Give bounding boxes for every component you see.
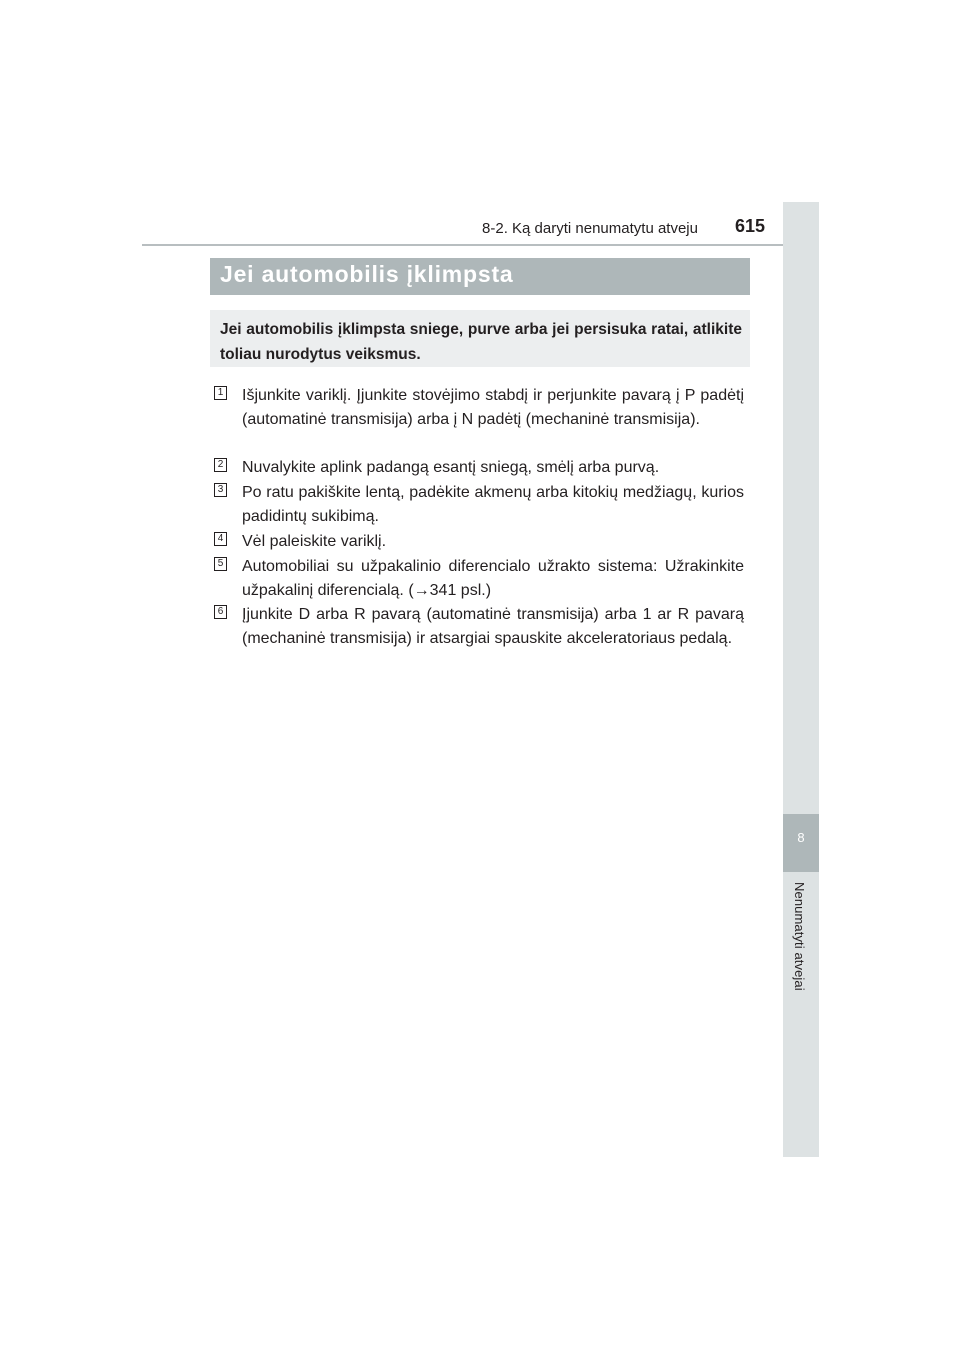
side-tab: [783, 202, 819, 1157]
step-number: 1: [214, 386, 227, 400]
section-title: 8-2. Ką daryti nenumatytu atveju: [482, 220, 698, 237]
step-number: 6: [214, 605, 227, 619]
step-text: Po ratu pakiškite lentą, padėkite akmenų arba kitokių medžiagų, kurios padidintų sukibimą.: [242, 484, 744, 525]
section-heading-bar: [210, 258, 750, 295]
intro-text: Jei automobilis įklimpsta sniege, purve arba jei persisuka ratai, atlikite toliau nurodytus veiksmus.: [220, 321, 742, 363]
intro-box: [210, 310, 750, 367]
step-text: Automobiliai su užpakalinio diferencialo užrakto sistema: Užrakinkite užpakalinį diferencialą. (→341 psl.): [242, 558, 744, 599]
step-text: Vėl paleiskite variklį.: [242, 533, 387, 550]
chapter-number-tab[interactable]: 8: [783, 814, 819, 872]
step-number: 4: [214, 532, 227, 546]
step-text: Išjunkite variklį. Įjunkite stovėjimo stabdį ir perjunkite pavarą į P padėtį (automatinė transmisija) arba į N padėtį (mechaninė transmisija).: [242, 387, 744, 428]
page-number: 615: [735, 216, 766, 236]
step-text: Įjunkite D arba R pavarą (automatinė transmisija) arba 1 ar R pavarą (mechaninė transmisija) ir atsargiai spauskite akceleratoriaus pedalą.: [242, 606, 744, 647]
header-rule: [142, 244, 818, 246]
step-text: Nuvalykite aplink padangą esantį sniegą, smėlį arba purvą.: [242, 459, 660, 476]
step-number: 3: [214, 483, 227, 497]
chapter-label: Nenumatyti atvejai: [792, 882, 807, 991]
section-heading: Jei automobilis įklimpsta: [220, 261, 514, 287]
step-number: 5: [214, 557, 227, 571]
step-number: 2: [214, 458, 227, 472]
